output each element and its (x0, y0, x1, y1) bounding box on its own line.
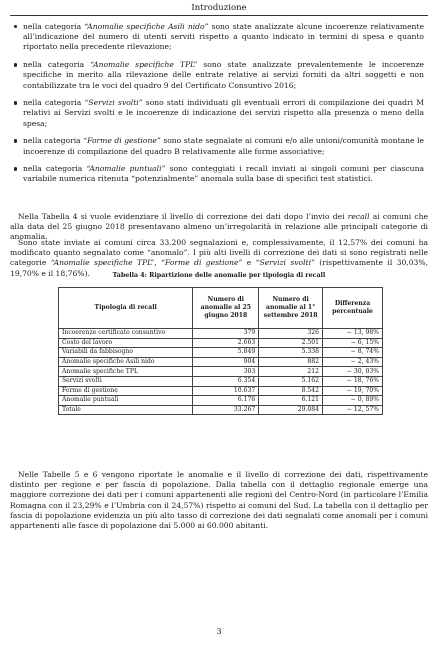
bullet-icon (14, 63, 17, 66)
bullet-icon (14, 101, 17, 104)
table-row: Forme di gestione 10.637 8.542 − 19, 70% (59, 386, 383, 396)
category-name: “Servizi svolti” (84, 98, 143, 108)
column-header: Numero di anomalie al 25 giugno 2018 (193, 288, 259, 329)
table-caption: Tabella 4: Ripartizione delle anomalie per tipologia di recall (112, 272, 326, 279)
table-row: Costo del lavoro 2.663 2.501 − 6, 15% (59, 338, 383, 348)
bullet-icon (14, 25, 17, 28)
list-item: nella categoria “Servizi svolti” sono stati individuati gli eventuali errori di compilazione dei quadri M relativi ai Servizi svolti e le incoerenze di indicazione dei servizi rispetto alla presenza o meno della spesa; (14, 98, 424, 129)
column-header: Differenza percentuale (323, 288, 383, 329)
table-header-row (59, 288, 383, 329)
running-header: Introduzione (191, 3, 247, 13)
header-rule (10, 15, 428, 16)
list-item: nella categoria “Anomalie puntuali” sono conteggiati i recall inviati ai singoli comuni per ciascuna variabile numerica ritenuta “potenzialmente” anomala sulla base di specifici test statistici. (14, 164, 424, 184)
anomalies-table (58, 287, 383, 415)
category-name: “Anomalie specifiche Asili nido” (84, 22, 209, 31)
bullet-icon (14, 139, 17, 142)
list-item: nella categoria “Anomalie specifiche Asili nido” sono state analizzate alcune incoerenze relativamente all’indicazione del numero di utenti serviti rispetto a quanto indicato in termini di spesa e quanto riportato nella precedente rilevazione; (14, 22, 424, 53)
table-row: Servizi svolti 6.354 5.162 − 18, 76% (59, 376, 383, 386)
list-item: nella categoria “Forme di gestione” sono state segnalate ai comuni e/o alle unioni/comunità montane le incoerenze di compilazione del quadro B relativamente alle forme associative; (14, 136, 424, 156)
category-name: “Anomalie specifiche TPL” (90, 60, 198, 70)
column-header: Tipologia di recall (59, 288, 193, 329)
bullet-icon (14, 167, 17, 170)
paragraph-summary: Sono state inviate ai comuni circa 33.200 segnalazioni e, complessivamente, il 12,57% dei comuni ha modificato quanto segnalato come “anomalo”. I più alti livelli di correzione dei dati si sono registrati nelle categorie “Anomalie specifiche TPL”, “Forme di gestione” e “Servizi svolti” (rispettivamente il 30,03%, 19,70% e il 18,76%). (10, 238, 428, 278)
table-row: Anomalie puntuali 6.176 6.121 − 0, 89% (59, 396, 383, 406)
category-name: “Forme di gestione” (83, 136, 161, 146)
table-row: Anomalie specifiche Asili nido 904 882 − 2, 43% (59, 357, 383, 367)
paragraph-table-intro: Nella Tabella 4 si vuole evidenziare il livello di correzione dei dati dopo l’invio dei recall ai comuni che alla data del 25 giugno 2018 presentavano almeno un’irregolarità in relazione alle principali categorie di anomalia. (10, 212, 428, 242)
category-name: “Anomalie puntuali” (86, 164, 166, 174)
table-row: Anomalie specifiche TPL 303 212 − 30, 03% (59, 367, 383, 377)
paragraph-regional-detail: Nelle Tabelle 5 e 6 vengono riportate le anomalie e il livello di correzione dei dati, rispettivamente distinto per regione e per fascia di popolazione. Dalla tabella con il dettaglio regionale emerge una maggiore correzione dei dati per i comuni appartenenti alle regioni del Centro-Nord (in particolare l’Emilia Romagna con il 23,29% e l’Umbria con il 24,57%) rispetto ai comuni del Sud. La tabella con il dettaglio per fascia di popolazione evidenzia un più alto tasso di correzione dei dati segnalati come anomali per i comuni appartenenti alle fasce di popolazione dai 5.000 ai 60.000 abitanti. (10, 470, 428, 531)
anomaly-category-list (14, 22, 424, 192)
table-total-row: Totale 33.267 29.084 − 12, 57% (59, 405, 383, 415)
table-row: Variabili da fabbisogno 5.849 5.338 − 8, 74% (59, 348, 383, 358)
page-number: 3 (216, 627, 222, 636)
column-header: Numero di anomalie al 1° settembre 2018 (259, 288, 323, 329)
list-item: nella categoria “Anomalie specifiche TPL” sono state analizzate prevalentemente le incoerenze specifiche in merito alla rilevazione delle entrate relative ai servizi forniti da altri soggetti e non contabilizzate tra le voci del quadro 9 del Certificato Consuntivo 2016; (14, 60, 424, 91)
table-row: Incoerenze certificato consuntivo 379 326 − 13, 98% (59, 329, 383, 339)
